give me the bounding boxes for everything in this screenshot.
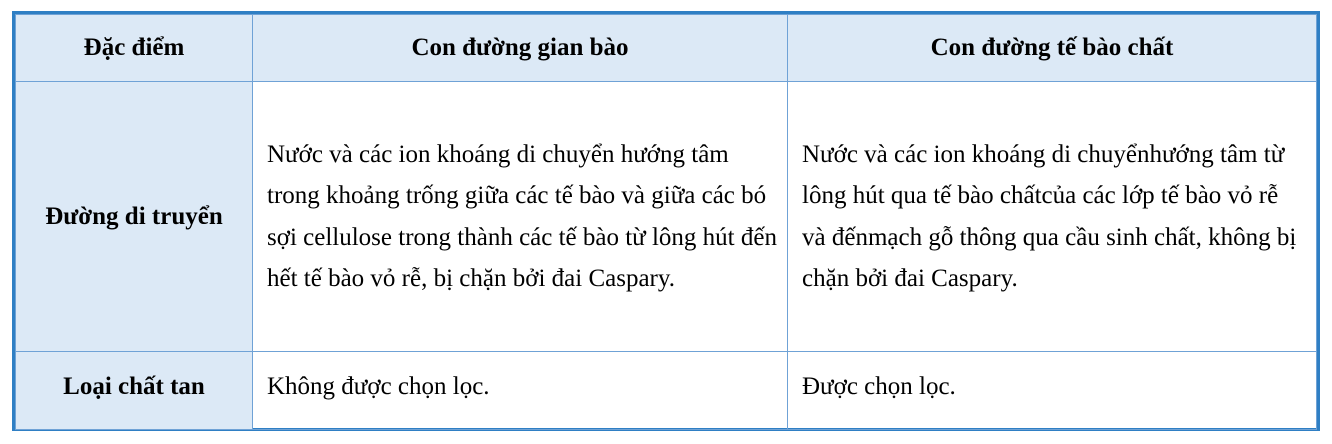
table-row — [16, 352, 1317, 430]
cell-apoplast-solute: Không được chọn lọc. — [253, 352, 788, 430]
table-header-row — [16, 15, 1317, 82]
row-label-solute-type: Loại chất tan — [16, 352, 253, 430]
cell-apoplast-path: Nước và các ion khoáng di chuyển hướng tâm trong khoảng trống giữa các tế bào và giữa các bó sợi cellulose trong thành các tế bào từ lông hút đến hết tế bào vỏ rễ, bị chặn bởi đai Caspary. — [253, 82, 788, 352]
header-apoplast-pathway: Con đường gian bào — [253, 15, 788, 82]
header-feature: Đặc điểm — [16, 15, 253, 82]
comparison-table — [15, 14, 1317, 430]
comparison-table-frame — [12, 11, 1320, 431]
header-symplast-pathway: Con đường tế bào chất — [788, 15, 1317, 82]
cell-symplast-solute: Được chọn lọc. — [788, 352, 1317, 430]
row-label-transport-path: Đường di truyển — [16, 82, 253, 352]
table-row — [16, 82, 1317, 352]
cell-symplast-path: Nước và các ion khoáng di chuyểnhướng tâm từ lông hút qua tế bào chấtcủa các lớp tế bào vỏ rễ và đếnmạch gỗ thông qua cầu sinh chất, không bị chặn bởi đai Caspary. — [788, 82, 1317, 352]
